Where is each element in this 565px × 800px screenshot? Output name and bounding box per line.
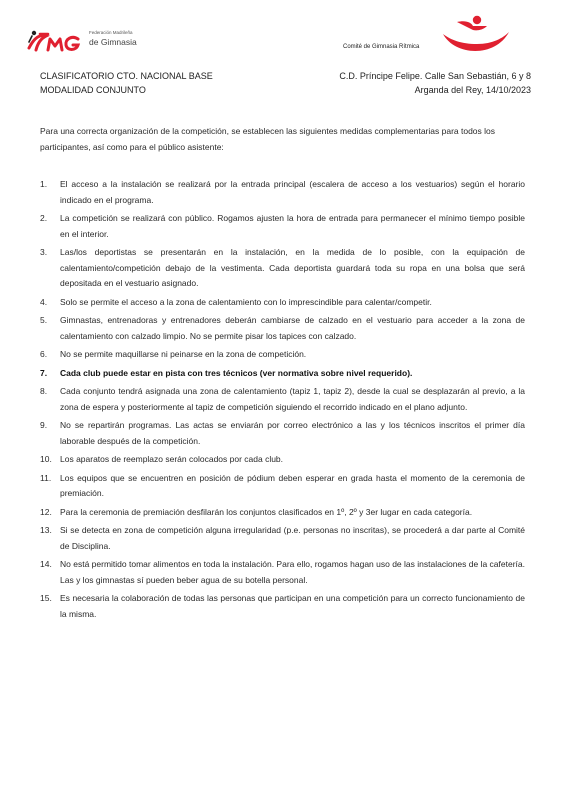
rule-text: El acceso a la instalación se realizará por la entrada principal (escalera de acceso a los vestuarios) según el horario indicado en el programa. [60, 179, 525, 205]
rule-text: Las/los deportistas se presentarán en la instalación, en la medida de lo posible, con la equipación de calentamiento/competición debajo de la vestimenta. Cada deportista guardará toda su ropa en una bolsa que será depositada en el vestuario asignado. [60, 247, 525, 288]
rule-item [40, 366, 525, 382]
federation-name: de Gimnasia [89, 37, 137, 47]
federation-logo [26, 26, 166, 56]
rule-text: Gimnastas, entrenadoras y entrenadores deberán cambiarse de calzado en el vestuario para acceder a la zona de calentamiento con calzado limpio. No se permite pisar los tapices con calzado. [60, 315, 525, 341]
rule-number: 4. [40, 296, 48, 307]
rule-item [40, 245, 525, 292]
rule-text: No se repartirán programas. Las actas se enviarán por correo electrónico a las y los técnicos inscritos el primer día laborable después de la competición. [60, 420, 525, 446]
intro-paragraph: Para una correcta organización de la competición, se establecen las siguientes medidas complementarias para todos los participantes, así como para el público asistente: [40, 126, 496, 152]
rule-text: No está permitido tomar alimentos en toda la instalación. Para ello, rogamos hagan uso de las instalaciones de la cafetería. Las y los gimnastas sí pueden beber agua de su botella personal. [60, 559, 525, 585]
rule-text: Cada club puede estar en pista con tres técnicos (ver normativa sobre nivel requerido). [60, 367, 413, 378]
rule-item [40, 177, 525, 208]
rule-text: Para la ceremonia de premiación desfilarán los conjuntos clasificados en 1º, 2º y 3er lugar en cada categoría. [60, 506, 473, 517]
rule-number: 8. [40, 386, 48, 396]
rule-number: 1. [40, 179, 48, 189]
rule-text: Los equipos que se encuentren en posición de pódium deben esperar en grada hasta el momento de la ceremonia de premiación. [60, 472, 525, 498]
rule-text: Cada conjunto tendrá asignada una zona de calentamiento (tapiz 1, tapiz 2), desde la cual se desplazarán al previo, a la zona de espera y posteriormente al tapiz de competición siguiendo el recorrido indicado en el plano adjunto. [60, 386, 525, 412]
rule-item [40, 523, 525, 554]
rule-number: 6. [40, 349, 48, 359]
rule-number: 3. [40, 247, 48, 257]
fmg-logo-icon [26, 26, 88, 56]
rule-text: Los aparatos de reemplazo serán colocados por cada club. [60, 454, 284, 464]
committee-logo [435, 12, 515, 58]
rule-number: 15. [40, 593, 52, 603]
rule-text: Si se detecta en zona de competición alguna irregularidad (p.e. personas no inscritas), se procederá a dar parte al Comité de Disciplina. [60, 525, 525, 551]
rule-number: 10. [40, 454, 52, 464]
rule-number: 5. [40, 315, 48, 325]
venue-address: C.D. Príncipe Felipe. Calle San Sebastián, 6 y 8 [339, 71, 531, 81]
rule-item [40, 471, 525, 502]
rule-text: La competición se realizará con público. Rogamos ajusten la hora de entrada para permanecer el mínimo tiempo posible en el interior. [60, 213, 525, 239]
federation-small-text: Federación Madrileña [89, 30, 133, 35]
rule-item [40, 384, 525, 415]
rule-item [40, 313, 525, 344]
rule-text: No se permite maquillarse ni peinarse en la zona de competición. [60, 349, 307, 359]
committee-name: Comité de Gimnasia Rítmica [343, 44, 420, 50]
venue-info [339, 69, 531, 97]
rule-number: 7. [40, 367, 48, 378]
rule-item [40, 295, 525, 311]
event-info [40, 69, 213, 97]
rule-text: Solo se permite el acceso a la zona de calentamiento con lo imprescindible para calentar/competir. [60, 296, 432, 307]
rule-number: 9. [40, 420, 48, 430]
rule-number: 14. [40, 559, 52, 569]
event-modality: MODALIDAD CONJUNTO [40, 85, 146, 95]
rule-item [40, 347, 525, 363]
rule-item [40, 452, 525, 468]
rule-number: 11. [40, 472, 52, 483]
rule-number: 13. [40, 525, 52, 535]
rule-text: Es necesaria la colaboración de todas las personas que participan en una competición para un correcto funcionamiento de la misma. [60, 593, 525, 619]
rules-list [40, 177, 525, 625]
rule-item [40, 557, 525, 588]
rule-item [40, 211, 525, 242]
rule-item [40, 418, 525, 449]
gymnast-logo-icon [435, 12, 515, 58]
venue-location-date: Arganda del Rey, 14/10/2023 [414, 85, 531, 95]
rule-item [40, 505, 525, 521]
rule-item [40, 591, 525, 622]
rule-number: 12. [40, 506, 52, 517]
event-title: CLASIFICATORIO CTO. NACIONAL BASE [40, 71, 213, 81]
rule-number: 2. [40, 213, 48, 223]
